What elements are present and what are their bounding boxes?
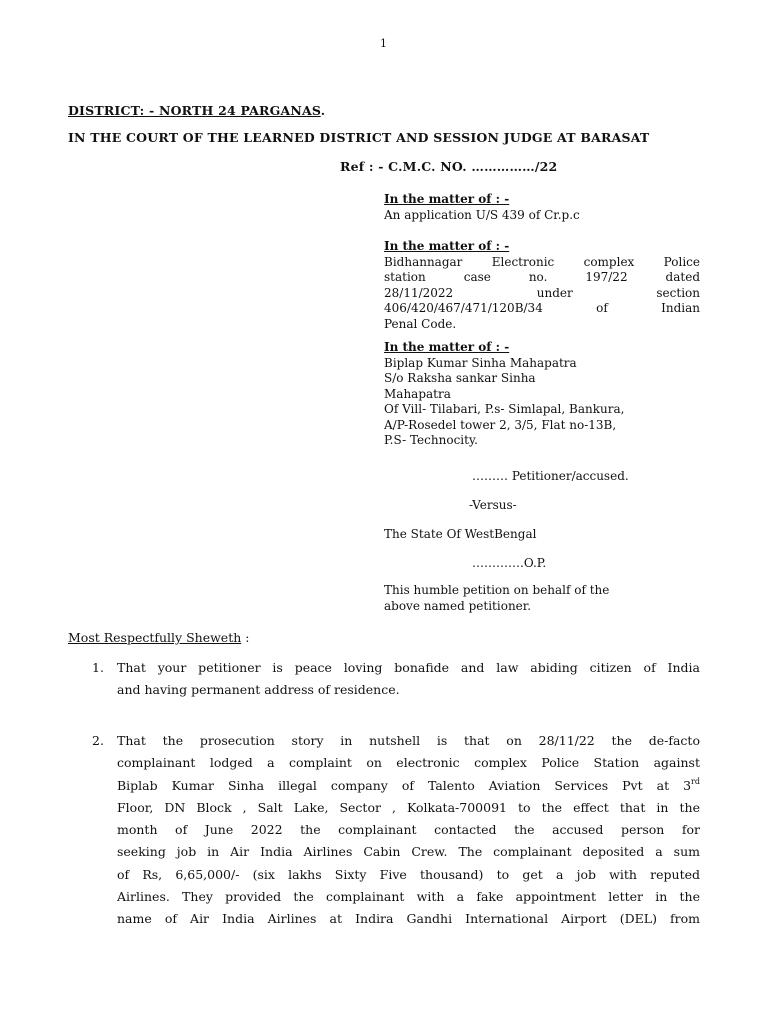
paragraph-line: That the prosecution story in nutshell is that on 28/11/22 the de-facto bbox=[117, 733, 700, 748]
court-heading: IN THE COURT OF THE LEARNED DISTRICT AND SESSION JUDGE AT BARASAT bbox=[68, 130, 650, 145]
paragraph-line: month of June 2022 the complainant contacted the accused person for bbox=[117, 822, 700, 838]
matter-block-2 bbox=[384, 239, 700, 332]
matter-line: An application U/S 439 of Cr.p.c bbox=[384, 207, 580, 222]
matter-heading: In the matter of : - bbox=[384, 239, 510, 253]
matter-line: P.S- Technocity. bbox=[384, 433, 478, 447]
superscript-ordinal: rd bbox=[691, 776, 700, 786]
matter-heading: In the matter of : - bbox=[384, 192, 510, 206]
matter-line: S/o Raksha sankar Sinha bbox=[384, 371, 536, 385]
humble-petition bbox=[384, 583, 700, 614]
paragraph-2 bbox=[92, 730, 700, 931]
paragraph-line: Biplab Kumar Sinha illegal company of Talento Aviation Services Pvt at 3rd bbox=[117, 776, 700, 793]
reference-number: Ref : - C.M.C. NO. ……………/22 bbox=[340, 159, 558, 174]
paragraph-line: seeking job in Air India Airlines Cabin Crew. The complainant deposited a sum bbox=[117, 844, 700, 860]
matter-block-1 bbox=[384, 192, 700, 223]
matter-line: 28/11/2022 under section bbox=[384, 285, 700, 300]
matter-line: Biplap Kumar Sinha Mahapatra bbox=[384, 355, 577, 370]
matter-line: Penal Code. bbox=[384, 316, 457, 331]
district-suffix: . bbox=[320, 103, 326, 118]
matter-line: Of Vill- Tilabari, P.s- Simlapal, Bankura, bbox=[384, 402, 625, 416]
most-respectfully-heading: Most Respectfully Sheweth : bbox=[68, 630, 250, 645]
district-text: DISTRICT: - NORTH 24 PARGANAS bbox=[68, 103, 321, 118]
paragraph-line: complainant lodged a complaint on electronic complex Police Station against bbox=[117, 755, 700, 771]
paragraph-line: and having permanent address of residence. bbox=[117, 682, 400, 698]
op-label: ………….O.P. bbox=[472, 556, 547, 570]
paragraph-line: That your petitioner is peace loving bonafide and law abiding citizen of India bbox=[117, 660, 700, 675]
matter-block-3 bbox=[384, 340, 700, 449]
petitioner-label: ……… Petitioner/accused. bbox=[472, 469, 629, 483]
paragraph-1 bbox=[92, 657, 700, 702]
paragraph-line: Airlines. They provided the complainant with a fake appointment letter in the bbox=[117, 889, 700, 905]
matter-line: A/P-Rosedel tower 2, 3/5, Flat no-13B, bbox=[384, 417, 617, 432]
respondent-name: The State Of WestBengal bbox=[384, 527, 537, 541]
matter-line: 406/420/467/471/120B/34 of Indian bbox=[384, 301, 700, 315]
versus-label: -Versus- bbox=[469, 498, 517, 512]
petition-line: This humble petition on behalf of the bbox=[384, 583, 610, 597]
matter-heading: In the matter of : - bbox=[384, 340, 510, 354]
matter-line: Bidhannagar Electronic complex Police bbox=[384, 254, 700, 269]
district-heading bbox=[68, 103, 325, 118]
page-number: 1 bbox=[380, 37, 387, 50]
paragraph-number: 1. bbox=[92, 660, 104, 675]
paragraph-line: of Rs, 6,65,000/- (six lakhs Sixty Five thousand) to get a job with reputed bbox=[117, 866, 700, 882]
paragraph-line: Floor, DN Block , Salt Lake, Sector , Kolkata-700091 to the effect that in the bbox=[117, 799, 700, 815]
paragraph-line: name of Air India Airlines at Indira Gandhi International Airport (DEL) from bbox=[117, 911, 700, 927]
petition-line: above named petitioner. bbox=[384, 598, 532, 613]
matter-line: Mahapatra bbox=[384, 386, 451, 401]
matter-line: station case no. 197/22 dated bbox=[384, 270, 700, 284]
paragraph-number: 2. bbox=[92, 733, 104, 748]
